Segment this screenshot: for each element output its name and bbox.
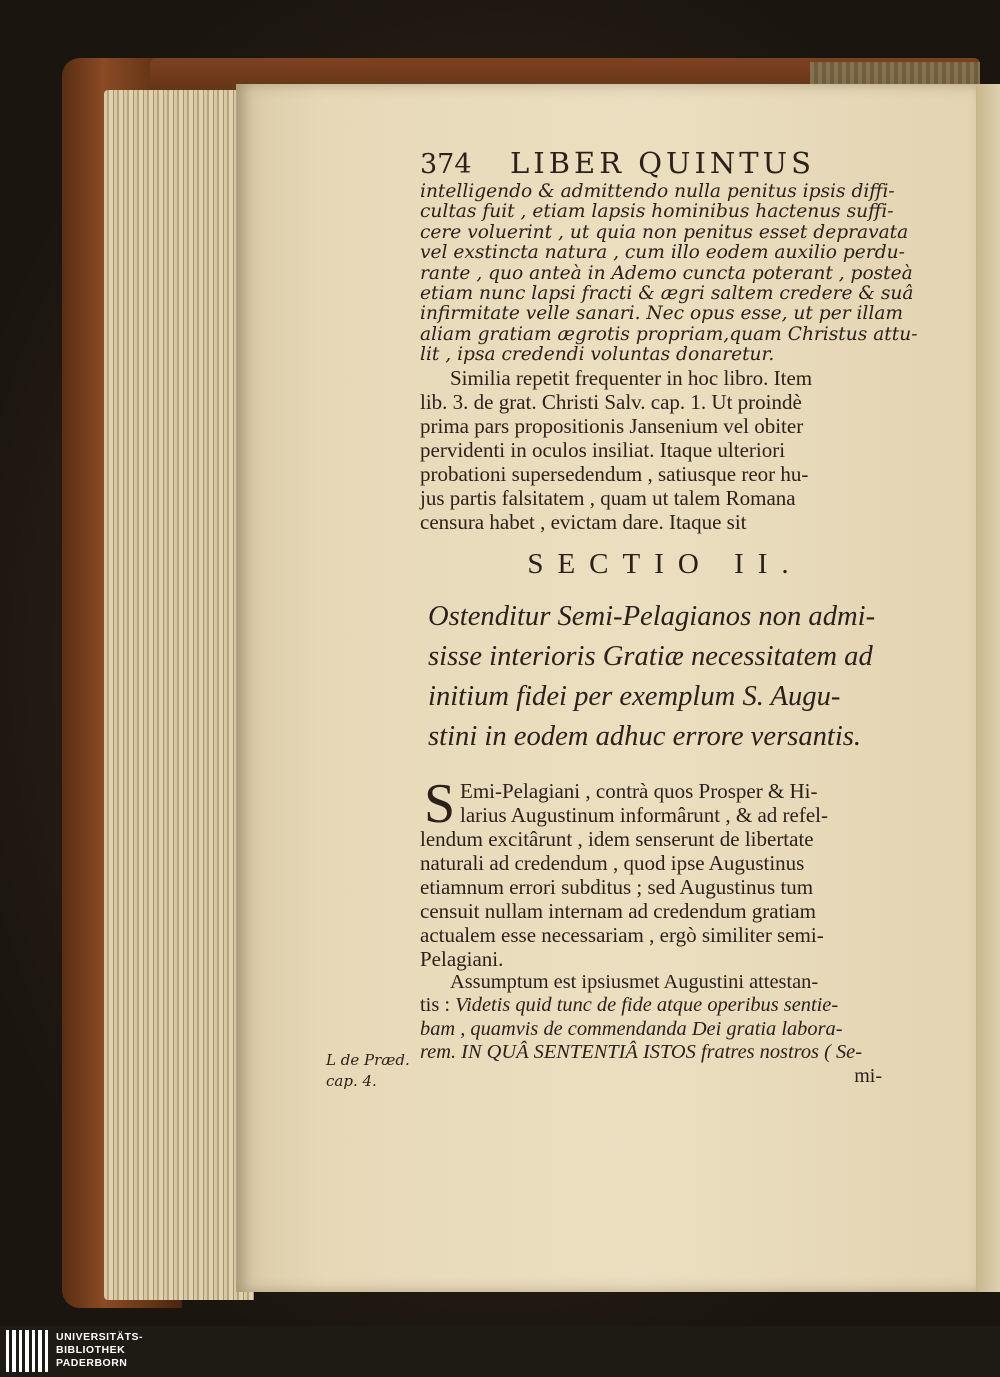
section-title-line: sisse interioris Gratiæ necessitatem ad bbox=[428, 640, 873, 672]
italic-line: cere voluerint , ut quia non penitus esset depravata bbox=[420, 221, 909, 243]
margin-note-line: cap. 4. bbox=[326, 1072, 377, 1090]
quote-italic: rem. IN QUÂ SENTENTIÂ ISTOS fratres nostros ( Se- bbox=[420, 1041, 862, 1064]
book-headband bbox=[810, 62, 980, 84]
running-head bbox=[420, 146, 898, 182]
italic-line: vel exstincta natura , cum illo eodem auxilio perdu- bbox=[420, 242, 905, 264]
section-heading: SECTIO II. bbox=[527, 547, 803, 580]
paragraph-similia bbox=[420, 366, 898, 534]
logo-line: BIBLIOTHEK bbox=[56, 1344, 126, 1356]
quote-italic: Videtis quid tunc de fide atque operibus sentie- bbox=[455, 994, 839, 1017]
italic-line: cultas fuit , etiam lapsis hominibus hactenus suffi- bbox=[420, 201, 894, 223]
italic-line: aliam gratiam ægrotis propriam,quam Christus attu- bbox=[420, 323, 918, 345]
drop-cap: S bbox=[424, 772, 456, 835]
body-line: naturali ad credendum , quod ipse Augustinus bbox=[420, 850, 805, 875]
body-line: lendum excitârunt , idem senserunt de libertate bbox=[420, 826, 814, 851]
paragraph-line: pervidenti in oculos insiliat. Itaque ulteriori bbox=[420, 437, 786, 462]
quote-line bbox=[420, 971, 898, 995]
catchword: mi- bbox=[854, 1064, 882, 1087]
italic-line: rante , quo anteà in Ademo cuncta poterant , posteà bbox=[420, 262, 913, 284]
section-title-line: Ostenditur Semi-Pelagianos non admi- bbox=[428, 600, 876, 632]
body-paragraph bbox=[420, 772, 898, 971]
section-title-line: initium fidei per exemplum S. Augu- bbox=[428, 680, 841, 712]
italic-quotation bbox=[420, 181, 918, 366]
quote-line bbox=[420, 994, 898, 1018]
body-line: Emi-Pelagiani , contrà quos Prosper & Hi- bbox=[460, 778, 818, 803]
body-line: etiamnum errori subditus ; sed Augustinus tum bbox=[420, 874, 814, 899]
quote-italic: bam , quamvis de commendanda Dei gratia labora- bbox=[420, 1017, 843, 1040]
margin-note-line: L de Præd. bbox=[326, 1051, 410, 1069]
quote-line bbox=[420, 1018, 898, 1042]
assumptum-paragraph bbox=[420, 971, 898, 1065]
italic-line: infirmitate velle sanari. Nec opus esse, ut per illam bbox=[420, 303, 904, 325]
margin-note bbox=[326, 1050, 410, 1092]
library-footer bbox=[0, 1326, 1000, 1377]
page-content bbox=[420, 146, 918, 1088]
paragraph-line: Similia repetit frequenter in hoc libro. Item bbox=[450, 365, 813, 390]
italic-line: lit , ipsa credendi voluntas donaretur. bbox=[420, 344, 775, 366]
quote-roman: Assumptum est ipsiusmet Augustini attestan- bbox=[450, 970, 819, 993]
logo-line: UNIVERSITÄTS- bbox=[56, 1331, 144, 1343]
page-edges bbox=[104, 90, 254, 1300]
page-number: 374 bbox=[420, 149, 472, 180]
paragraph-line: probationi supersedendum , satiusque reor hu- bbox=[420, 461, 809, 486]
paragraph-line: lib. 3. de grat. Christi Salv. cap. 1. Ut proindè bbox=[420, 389, 802, 414]
quote-line bbox=[420, 1041, 898, 1065]
body-line: larius Augustinum informârunt , & ad refel- bbox=[460, 802, 829, 827]
paragraph-line: censura habet , evictam dare. Itaque sit bbox=[420, 509, 747, 534]
body-line: Pelagiani. bbox=[420, 946, 504, 971]
body-line: censuit nullam internam ad credendum gratiam bbox=[420, 898, 816, 923]
paragraph-line: prima pars propositionis Jansenium vel obiter bbox=[420, 413, 804, 438]
library-logo-text bbox=[56, 1331, 143, 1370]
library-logo-icon bbox=[6, 1330, 48, 1372]
section-title-line: stini in eodem adhuc errore versantis. bbox=[428, 720, 862, 752]
section-title bbox=[420, 597, 898, 757]
body-line: actualem esse necessariam , ergò similiter semi- bbox=[420, 922, 824, 947]
logo-line: PADERBORN bbox=[56, 1357, 128, 1369]
paragraph-line: jus partis falsitatem , quam ut talem Romana bbox=[420, 485, 796, 510]
running-title: LIBER QUINTUS bbox=[510, 146, 815, 180]
italic-line: etiam nunc lapsi fracti & ægri saltem credere & suâ bbox=[420, 283, 914, 305]
italic-line: intelligendo & admittendo nulla penitus ipsis diffi- bbox=[420, 181, 895, 202]
quote-roman: tis : bbox=[420, 994, 456, 1017]
